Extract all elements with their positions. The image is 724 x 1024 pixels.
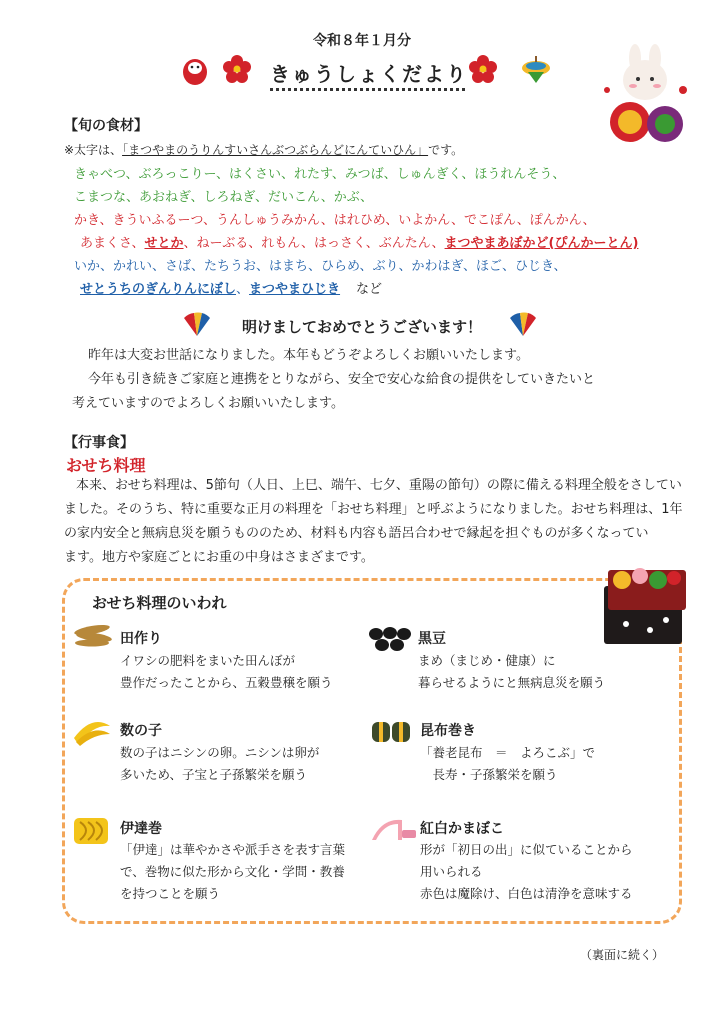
- greeting-line-1: 昨年は大変お世話になりました。本年もどうぞよろしくお願いいたします。: [88, 348, 529, 363]
- dish-name-kuromame: 黒豆: [418, 631, 446, 647]
- plum-flower-icon: [222, 54, 252, 84]
- osechi-line-4: ます。地方や家庭ごとにお重の中身はさまざまです。: [64, 550, 374, 565]
- plum-flower-icon: [468, 54, 498, 84]
- bold-note-quote: 「まつやまのうりんすいさんぶつぶらんどにんていひん」: [122, 143, 429, 157]
- fish-line-1: いか、かれい、さば、たちうお、はまち、ひらめ、ぶり、かわはぎ、ほご、ひじき、: [74, 259, 567, 274]
- fish-separator: 、: [236, 282, 250, 297]
- dish-desc-line: 暮らせるようにと無病息災を願う: [418, 675, 606, 690]
- issue-date: 令和８年１月分: [313, 33, 411, 49]
- fish-line-2: [80, 278, 382, 297]
- osechi-line-3: の家内安全と無病息災を願うもののため、材料も内容も語呂合わせで縁起を担ぐものが多くなってい: [64, 526, 649, 541]
- jubako-box-icon: [600, 558, 690, 648]
- dish-desc-line: 「養老昆布 ＝ よろこぶ」で: [420, 745, 596, 760]
- new-year-greeting-title: 明けましておめでとうございます！: [241, 318, 482, 336]
- origins-title: おせち料理のいわれ: [92, 594, 227, 612]
- daruma-icon: [182, 56, 208, 86]
- vegetables-line-1: きゃべつ、ぶろっこりー、はくさい、れたす、みつば、しゅんぎく、ほうれんそう、: [74, 167, 566, 182]
- newsletter-title: きゅうしょくだより: [270, 62, 468, 86]
- osechi-line-1: 本来、おせち料理は、5節句（人日、上巳、端午、七夕、重陽の節句）の際に備える料理全般をさしてい: [76, 478, 682, 493]
- dish-name-tazukuri: 田作り: [120, 631, 162, 647]
- fruit-setoka: せとか: [144, 236, 184, 251]
- osechi-title: おせち料理: [66, 456, 146, 475]
- fish-etc: など: [356, 282, 383, 297]
- dish-name-datemaki: 伊達巻: [120, 821, 162, 837]
- tazukuri-fish-icon: [72, 624, 116, 648]
- bold-note: [64, 141, 463, 158]
- dish-desc-line: 形が「初日の出」に似ていることから: [420, 842, 633, 857]
- greeting-line-2: 今年も引き続きご家庭と連携をとりながら、安全で安心な給食の提供をしていきたいと: [88, 372, 596, 387]
- herring-roe-icon: [72, 718, 112, 746]
- fruit-matsuyama-avocado: まつやまあぼかど(ぴんかーとん): [444, 236, 639, 251]
- dish-name-kazunoko: 数の子: [120, 723, 162, 739]
- folding-fan-icon: [508, 312, 538, 338]
- dish-desc-line: 多いため、子宝と子孫繁栄を願う: [120, 767, 308, 782]
- dish-desc-line: 用いられる: [420, 864, 483, 879]
- dish-desc-line: まめ（まじめ・健康）に: [418, 653, 556, 668]
- dish-desc-line: 赤色は魔除け、白色は清浄を意味する: [420, 886, 633, 901]
- datemaki-icon: [72, 812, 112, 848]
- dish-name-kamaboko: 紅白かまぼこ: [420, 821, 504, 837]
- continued-note: （裏面に続く）: [580, 948, 665, 962]
- fruit-others: 、ねーぶる、れもん、はっさく、ぶんたん、: [183, 236, 445, 251]
- greeting-line-3: 考えていますのでよろしくお願いいたします。: [72, 396, 344, 411]
- fruits-line-2: [80, 232, 638, 251]
- bold-note-prefix: ※太字は、: [64, 143, 123, 157]
- dish-name-kobumaki: 昆布巻き: [420, 723, 476, 739]
- dish-desc-line: 数の子はニシンの卵。ニシンは卵が: [120, 745, 320, 760]
- dish-desc-line: イワシの肥料をまいた田んぼが: [120, 653, 296, 668]
- osechi-line-2: ました。そのうち、特に重要な正月の料理を「おせち料理」と呼ぶようになりました。おせち料理は、1年: [64, 502, 683, 517]
- kelp-roll-icon: [370, 718, 414, 746]
- black-beans-icon: [368, 626, 412, 652]
- dish-desc-line: 豊作だったことから、五穀豊穣を願う: [120, 675, 333, 690]
- dish-desc-line: 「伊達」は華やかさや派手さを表す言葉: [120, 842, 346, 857]
- seasonal-label: 【旬の食材】: [64, 118, 148, 134]
- bold-note-suffix: です。: [428, 143, 464, 157]
- spinning-top-icon: [520, 56, 552, 84]
- fruits-line-1: かき、きういふるーつ、うんしゅうみかん、はれひめ、いよかん、でこぽん、ぽんかん、: [74, 213, 596, 228]
- fish-ginrin-niboshi: せとうちのぎんりんにぼし: [80, 282, 237, 297]
- fish-matsuyama-hijiki: まつやまひじき: [249, 282, 341, 297]
- event-food-label: 【行事食】: [64, 435, 134, 451]
- dish-desc-line: で、巻物に似た形から文化・学問・教養: [120, 864, 345, 879]
- dish-desc-line: 長寿・子孫繁栄を願う: [420, 767, 558, 782]
- dish-desc-line: を持つことを願う: [120, 886, 221, 901]
- fruit-amakusa: あまくさ、: [80, 236, 145, 251]
- vegetables-line-2: こまつな、あおねぎ、しろねぎ、だいこん、かぶ、: [74, 190, 374, 205]
- kamaboko-icon: [368, 816, 418, 846]
- title-underline: [270, 88, 465, 91]
- rabbit-icon: [595, 50, 695, 145]
